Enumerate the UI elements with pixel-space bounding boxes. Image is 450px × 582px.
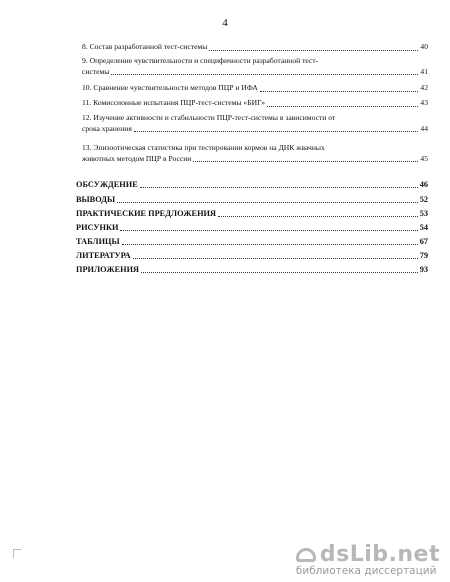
toc-entry (82, 143, 428, 164)
toc-entry-title-line1: 13. Эпизоотическая статистика при тестировании кормов на ДНК жвачных (82, 143, 325, 152)
toc-section-title: ТАБЛИЦЫ (76, 237, 120, 246)
toc-entry-title-line1: 9. Определение чувствительности и специфичности разработанной тест- (82, 56, 319, 65)
dot-leader (218, 216, 418, 217)
toc-entry (82, 42, 428, 53)
toc-section-page: 46 (419, 180, 428, 189)
toc-entry-title-line1: 12. Изучение активности и стабильности ПЦР-тест-системы в зависимости от (82, 113, 336, 122)
toc-section-page: 93 (419, 265, 428, 274)
toc-entry-title: 8. Состав разработанной тест-системы (82, 42, 208, 51)
toc-entry (82, 83, 428, 94)
toc-entry-page: 44 (420, 123, 428, 133)
toc-section-page: 67 (419, 237, 428, 246)
toc-entry (82, 113, 428, 134)
toc-entry (82, 98, 428, 109)
dot-leader (140, 187, 418, 188)
toc-entry-title: системы (82, 66, 110, 76)
scan-corner-mark (13, 549, 21, 558)
toc-section-title: ЛИТЕРАТУРА (76, 251, 131, 260)
toc-section-title: ВЫВОДЫ (76, 195, 116, 204)
toc-section (76, 236, 428, 247)
toc-section-page: 54 (419, 223, 428, 232)
toc-entry (82, 56, 428, 77)
page-number: 4 (222, 17, 228, 29)
toc-section-page: 79 (419, 251, 428, 260)
toc-section (76, 264, 428, 275)
watermark-caption: библиотека диссертаций (295, 565, 437, 577)
dot-leader (141, 272, 418, 273)
watermark[interactable] (296, 542, 440, 577)
toc-entry-page: 42 (420, 83, 428, 92)
toc-entry-title: животных методом ПЦР в России (82, 153, 192, 163)
toc-entry-page: 45 (420, 153, 428, 163)
dot-leader (111, 74, 418, 75)
dot-leader (133, 258, 418, 259)
toc-section-title: ПРАКТИЧЕСКИЕ ПРЕДЛОЖЕНИЯ (76, 209, 216, 218)
toc-entry-title: 11. Комиссионные испытания ПЦР-тест-системы «БИГ» (82, 98, 266, 107)
toc-entry-page: 43 (420, 98, 428, 107)
toc-section (76, 250, 428, 261)
toc-entry-title: 10. Сравнение чувствительности методов ПЦР и ИФА (82, 83, 258, 92)
toc-section (76, 222, 428, 233)
watermark-logo-text: dsLib.net (319, 542, 440, 567)
dot-leader (134, 131, 419, 132)
toc-section (76, 208, 428, 219)
toc-section-title: ОБСУЖДЕНИЕ (76, 180, 138, 189)
toc-section-page: 53 (419, 209, 428, 218)
toc-section-page: 52 (419, 195, 428, 204)
dot-leader (122, 244, 418, 245)
toc-entry-page: 40 (420, 42, 428, 51)
dot-leader (117, 202, 418, 203)
watermark-logo (296, 542, 440, 567)
dot-leader (260, 91, 419, 92)
toc-entry-page: 41 (420, 66, 428, 76)
dot-leader (267, 106, 418, 107)
toc-section (76, 194, 428, 205)
toc-entry-title: срока хранения (82, 123, 132, 133)
book-icon (296, 548, 316, 562)
toc-section (76, 179, 428, 190)
dot-leader (193, 161, 418, 162)
toc-section-title: РИСУНКИ (76, 223, 119, 232)
toc-section-title: ПРИЛОЖЕНИЯ (76, 265, 140, 274)
dot-leader (120, 230, 417, 231)
dot-leader (209, 50, 418, 51)
